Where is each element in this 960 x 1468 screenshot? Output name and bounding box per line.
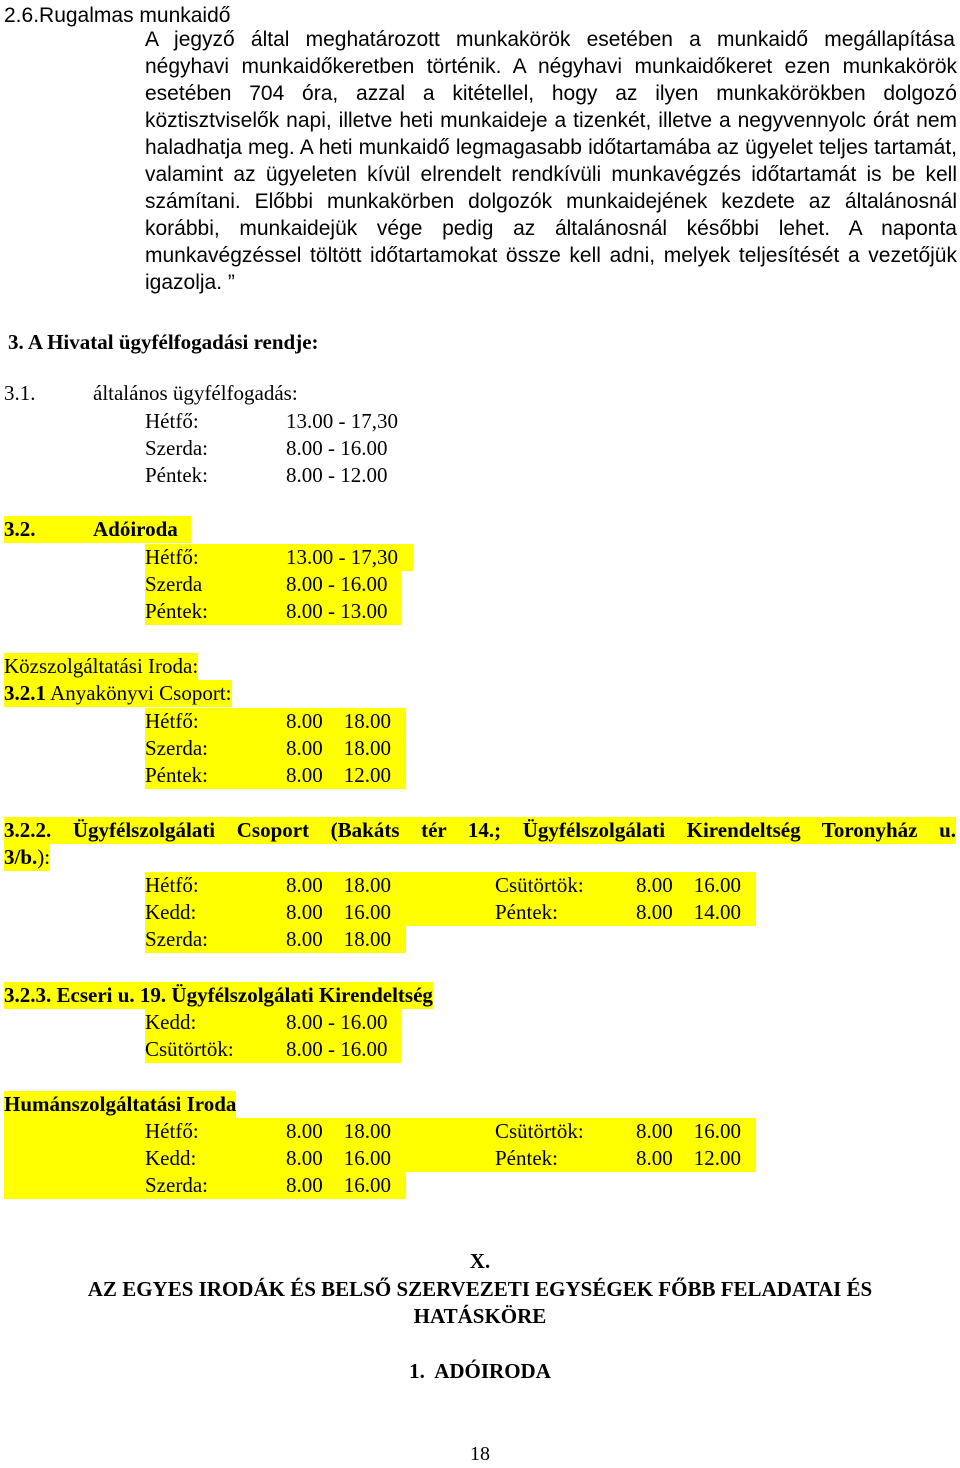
schedule-day: Kedd: xyxy=(145,1010,197,1034)
section-3-1-number: 3.1. xyxy=(4,381,36,405)
section-3-2-1-number: 3.2.1 xyxy=(4,681,46,705)
schedule-time: 8.00 12.00 xyxy=(286,763,391,787)
schedule-day: Hétfő: xyxy=(145,1119,199,1143)
schedule-day: Csütörtök: xyxy=(495,873,584,897)
schedule-row xyxy=(145,899,756,926)
section-3-2-heading xyxy=(4,516,191,543)
schedule-day: Péntek: xyxy=(495,1146,558,1170)
chapter-title-line1: AZ EGYES IRODÁK ÉS BELSŐ SZERVEZETI EGYSÉGEK FŐBB FELADATAI ÉS xyxy=(87,1277,873,1301)
section-3-2-2-title-line2 xyxy=(4,844,50,871)
schedule-time: 8.00 14.00 xyxy=(636,900,741,924)
schedule-row xyxy=(145,1036,401,1063)
schedule-day: Péntek: xyxy=(145,763,208,787)
section-2-6-paragraph: négyhavi munkaidőkeretben történik. A négyhavi munkaidőkeret ezen munkakörök esetében 704 óra, azzal a kitétellel, hogy az ilyen munkakörökben dolgozó köztisztviselők napi, illetve heti munkaideje a tizenkét, illetve a negyvennyolc órát nem haladhatja meg. A heti munkaidő legmagasabb időtartamába az ügyelet teljes tartamát, valamint az ügyeleten kívül elrendelt rendkívüli munkavégzés időtartamát is be kell számítani. Előbbi munkakörben dolgozók munkaidejének kezdete az általánosnál korábbi, munkaidejük vége pedig az általánosnál későbbi lehet. A naponta munkavégzéssel töltött időtartamokat össze kell adni, melyek teljesítését a vezetőjük igazolja. ” xyxy=(145,55,957,294)
schedule-row xyxy=(145,708,406,735)
schedule-time: 8.00 16.00 xyxy=(286,1146,391,1170)
schedule-day: Péntek: xyxy=(495,900,558,924)
section-3-2-1-title: Anyakönyvi Csoport: xyxy=(50,681,232,705)
schedule-time: 8.00 18.00 xyxy=(286,873,391,897)
schedule-day: Péntek: xyxy=(145,463,208,487)
schedule-time: 8.00 - 16.00 xyxy=(286,572,388,596)
schedule-row xyxy=(145,544,413,571)
schedule-row xyxy=(145,926,406,953)
schedule-day: Csütörtök: xyxy=(495,1119,584,1143)
schedule-day: Hétfő: xyxy=(145,709,199,733)
schedule-time: 13.00 - 17,30 xyxy=(286,545,398,569)
highlight-mask xyxy=(406,1172,758,1200)
page-number: 18 xyxy=(470,1443,490,1465)
schedule-day: Szerda: xyxy=(145,736,208,760)
chapter-numeral: X. xyxy=(469,1249,491,1273)
schedule-time: 13.00 - 17,30 xyxy=(286,409,398,433)
schedule-time: 8.00 18.00 xyxy=(286,709,391,733)
schedule-day: Péntek: xyxy=(145,599,208,623)
schedule-time: 8.00 - 16.00 xyxy=(286,1010,388,1034)
schedule-day: Szerda: xyxy=(145,927,208,951)
schedule-time: 8.00 18.00 xyxy=(286,736,391,760)
section-3-1-title: általános ügyfélfogadás: xyxy=(93,381,298,405)
schedule-day: Kedd: xyxy=(145,900,197,924)
schedule-day: Hétfő: xyxy=(145,873,199,897)
schedule-time: 8.00 16.00 xyxy=(636,873,741,897)
schedule-row xyxy=(145,571,401,598)
schedule-time: 8.00 16.00 xyxy=(286,1173,391,1197)
section-3-2-title: Adóiroda xyxy=(93,517,178,541)
chapter-subsection-title: 1. ADÓIRODA xyxy=(409,1359,551,1383)
schedule-day: Szerda: xyxy=(145,1173,208,1197)
schedule-time: 8.00 - 13.00 xyxy=(286,599,388,623)
schedule-time: 8.00 18.00 xyxy=(286,1119,391,1143)
schedule-row xyxy=(145,1009,401,1036)
section-3-2-number: 3.2. xyxy=(4,517,36,541)
kozszolgaltatasi-title: Közszolgáltatási Iroda: xyxy=(4,654,199,678)
section-3-2-2-title-bold: 3/b. xyxy=(4,845,38,869)
chapter-title-line2: HATÁSKÖRE xyxy=(413,1304,547,1328)
section-2-6-paragraph-lead: A jegyző által meghatározott munkakörök esetében a munkaidő megállapítása xyxy=(145,28,955,51)
schedule-time: 8.00 12.00 xyxy=(636,1146,741,1170)
schedule-day: Hétfő: xyxy=(145,409,199,433)
schedule-row xyxy=(145,735,406,762)
schedule-time: 8.00 - 12.00 xyxy=(286,463,388,487)
section-3-2-2-title-line1: 3.2.2. Ügyfélszolgálati Csoport (Bakáts tér 14.; Ügyfélszolgálati Kirendeltség Toronyház u. xyxy=(4,818,956,842)
schedule-day: Hétfő: xyxy=(145,545,199,569)
schedule-row xyxy=(145,598,401,625)
section-3-2-1-heading xyxy=(4,680,232,707)
schedule-day: Szerda: xyxy=(145,436,208,460)
schedule-time: 8.00 - 16.00 xyxy=(286,1037,388,1061)
schedule-time: 8.00 18.00 xyxy=(286,927,391,951)
schedule-row xyxy=(145,762,406,789)
section-2-6-heading: 2.6.Rugalmas munkaidő xyxy=(4,4,231,27)
section-3-2-3-title: 3.2.3. Ecseri u. 19. Ügyfélszolgálati Kirendeltség xyxy=(4,983,433,1007)
schedule-day: Kedd: xyxy=(145,1146,197,1170)
section-3-2-2-title-rest: ): xyxy=(37,845,51,869)
schedule-day: Szerda xyxy=(145,572,203,596)
schedule-time: 8.00 16.00 xyxy=(636,1119,741,1143)
schedule-time: 8.00 16.00 xyxy=(286,900,391,924)
humanszolgaltatasi-title: Humánszolgáltatási Iroda xyxy=(4,1092,237,1116)
schedule-time: 8.00 - 16.00 xyxy=(286,436,388,460)
schedule-day: Csütörtök: xyxy=(145,1037,234,1061)
schedule-row xyxy=(145,872,756,899)
section-3-heading: 3. A Hivatal ügyfélfogadási rendje: xyxy=(8,330,319,354)
